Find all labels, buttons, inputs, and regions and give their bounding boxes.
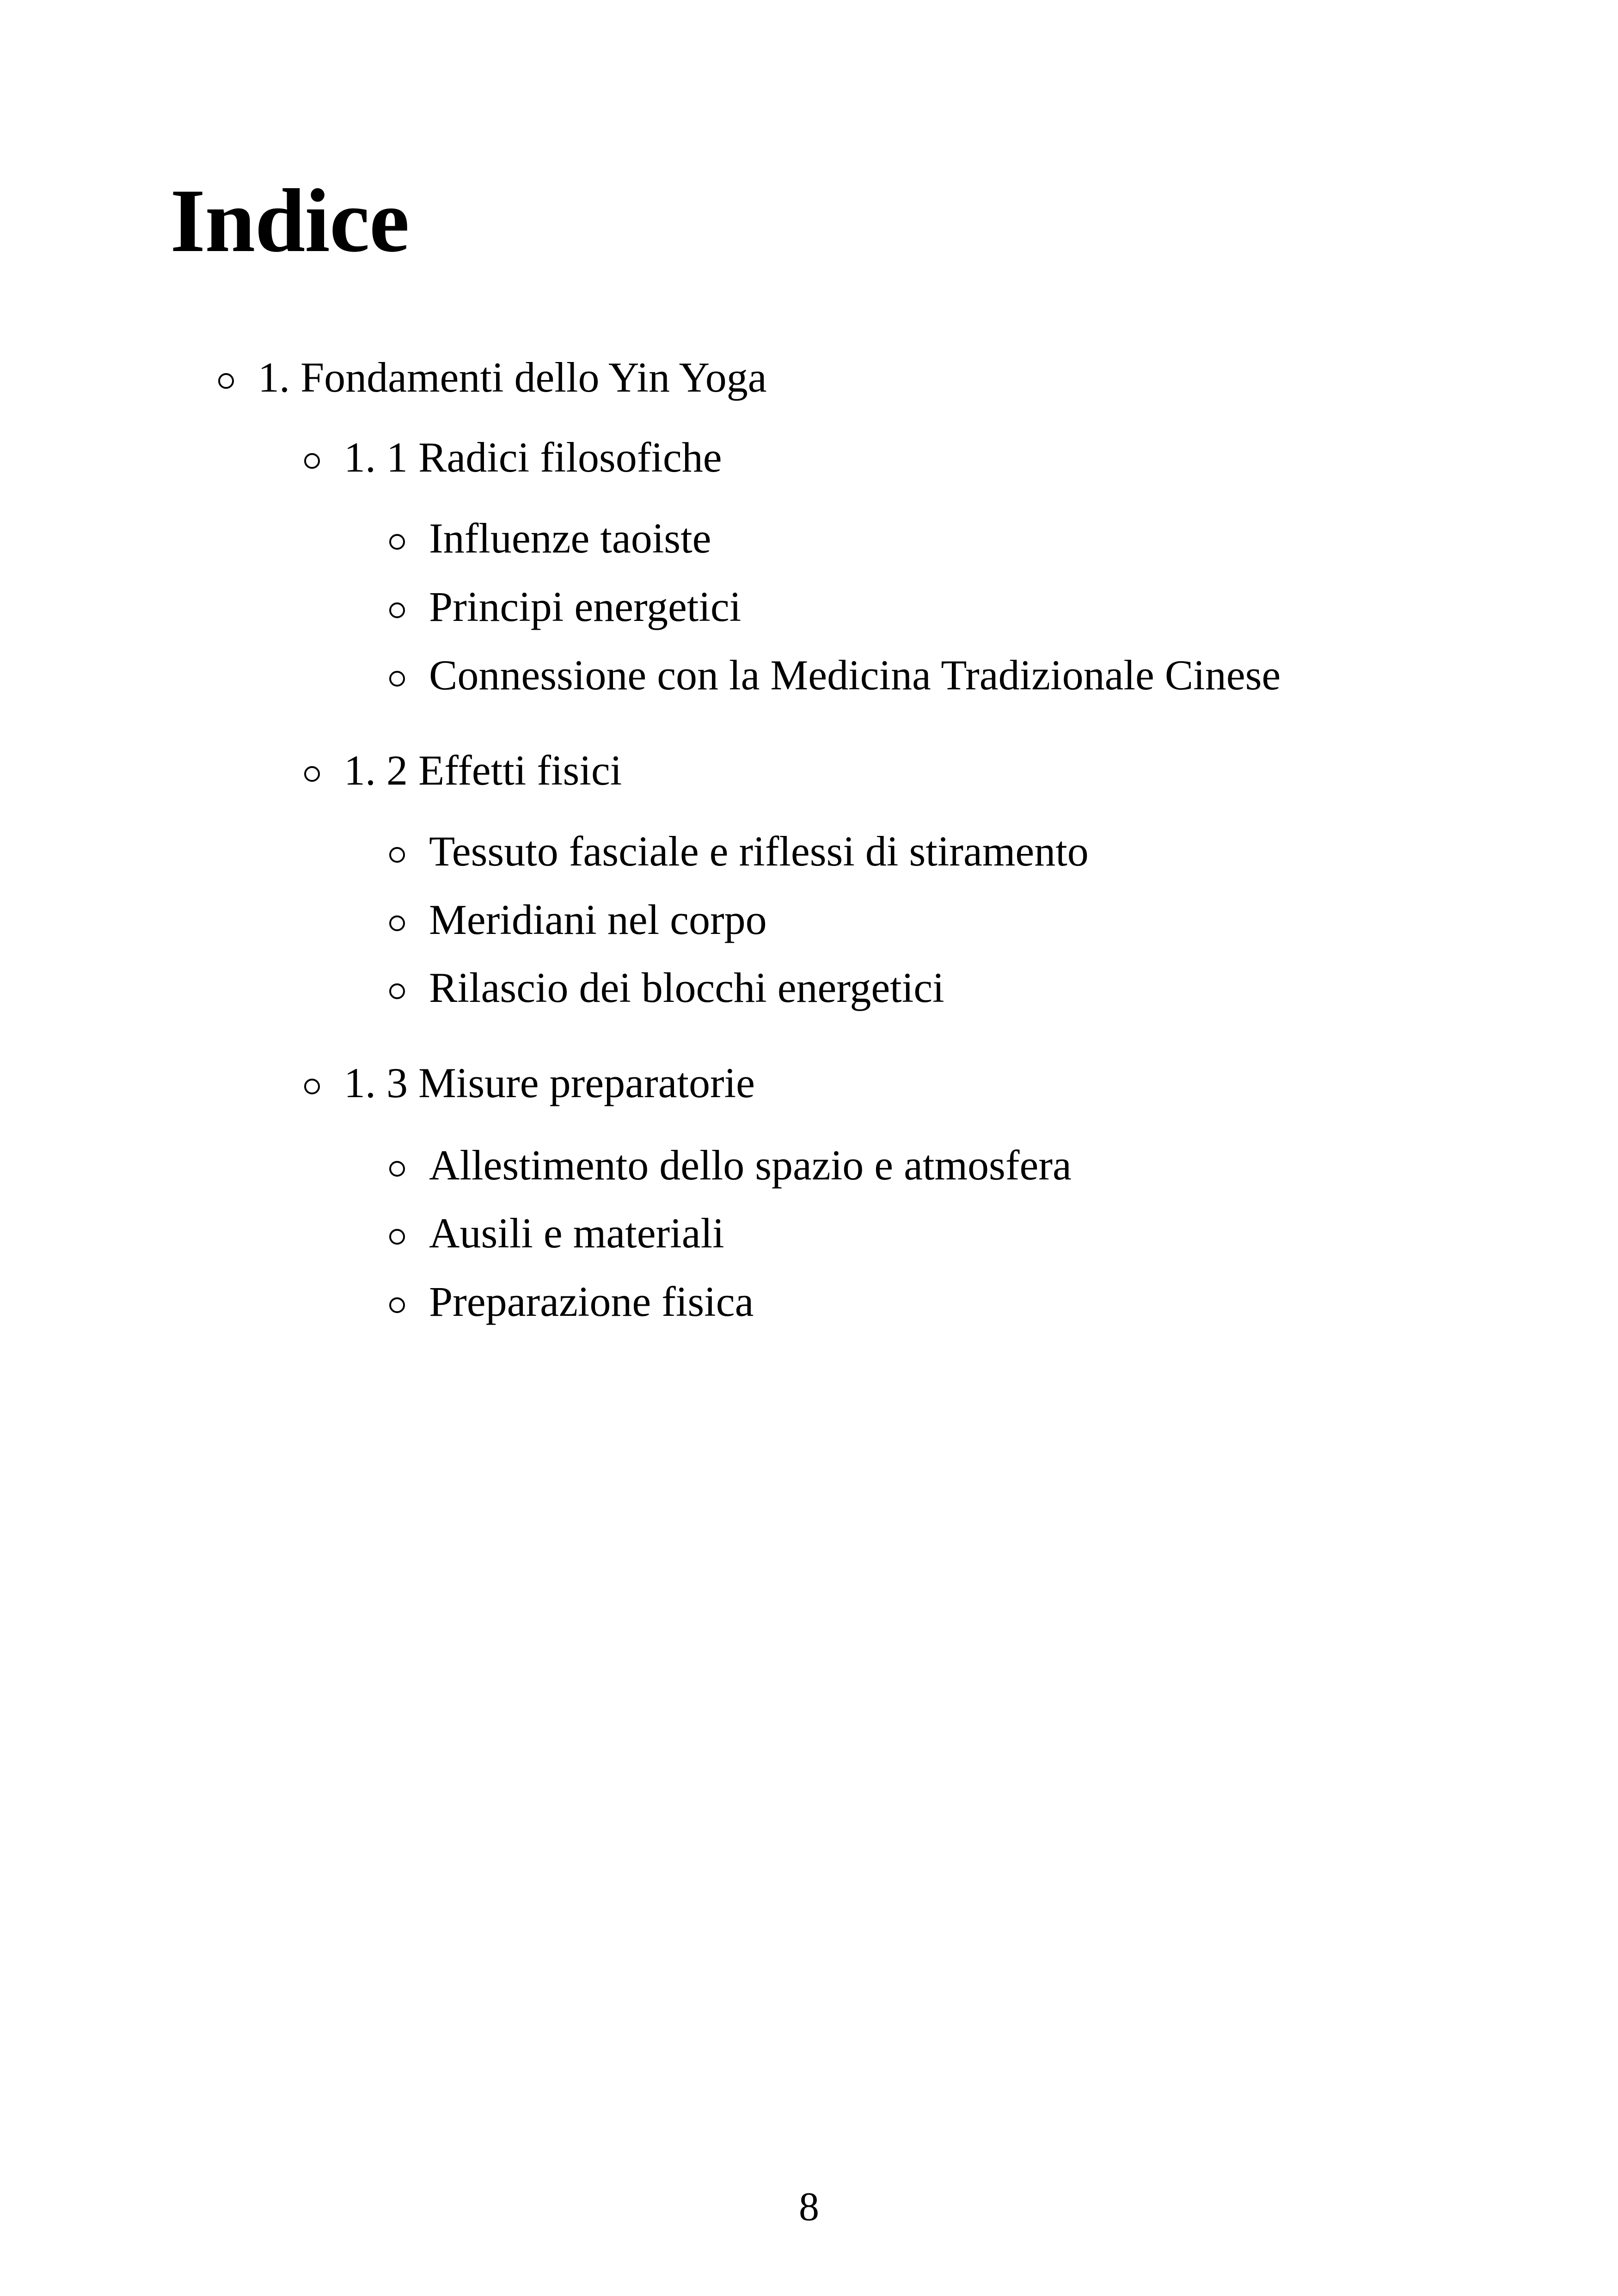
toc-item — [389, 651, 1281, 699]
page-title: Indice — [170, 171, 409, 271]
toc-entry-label: Rilascio dei blocchi energetici — [429, 964, 944, 1011]
hollow-circle-bullet-icon — [218, 373, 234, 389]
toc-item — [389, 828, 1089, 875]
toc-section-1-2 — [304, 749, 622, 792]
toc-item — [389, 1142, 1072, 1189]
toc-entry-label: 1. 1 Radici filosofiche — [344, 434, 722, 481]
hollow-circle-bullet-icon — [304, 453, 320, 469]
toc-entry-label: Meridiani nel corpo — [429, 896, 767, 943]
toc-section-1-3 — [304, 1059, 755, 1106]
toc-entry-label: 1. Fondamenti dello Yin Yoga — [258, 354, 767, 401]
toc-entry-label: Connessione con la Medicina Tradizionale Cinese — [429, 651, 1281, 699]
toc-chapter-1 — [218, 356, 767, 399]
toc-entry-label: Preparazione fisica — [429, 1278, 754, 1325]
toc-entry-label: Tessuto fasciale e riflessi di stiramento — [429, 828, 1089, 875]
toc-item — [389, 1280, 754, 1323]
hollow-circle-bullet-icon — [389, 671, 405, 687]
hollow-circle-bullet-icon — [389, 1297, 405, 1313]
hollow-circle-bullet-icon — [389, 534, 405, 550]
page-number: 8 — [799, 2185, 819, 2229]
toc-entry-label: 1. 2 Effetti fisici — [344, 747, 622, 794]
toc-entry-label: 1. 3 Misure preparatorie — [344, 1059, 755, 1106]
toc-item — [389, 585, 741, 628]
hollow-circle-bullet-icon — [389, 1229, 405, 1245]
toc-section-1-1 — [304, 436, 722, 479]
hollow-circle-bullet-icon — [304, 1079, 320, 1094]
toc-entry-label: Allestimento dello spazio e atmosfera — [429, 1142, 1072, 1189]
hollow-circle-bullet-icon — [389, 983, 405, 999]
toc-entry-label: Principi energetici — [429, 583, 742, 630]
toc-entry-label: Ausili e materiali — [429, 1209, 724, 1257]
toc-entry-label: Influenze taoiste — [429, 515, 711, 562]
hollow-circle-bullet-icon — [389, 847, 405, 863]
toc-item — [389, 515, 711, 562]
toc-item — [389, 966, 944, 1009]
toc-item — [389, 1209, 724, 1257]
hollow-circle-bullet-icon — [389, 1161, 405, 1177]
hollow-circle-bullet-icon — [389, 602, 405, 618]
hollow-circle-bullet-icon — [389, 915, 405, 931]
toc-item — [389, 898, 767, 941]
hollow-circle-bullet-icon — [304, 766, 320, 782]
